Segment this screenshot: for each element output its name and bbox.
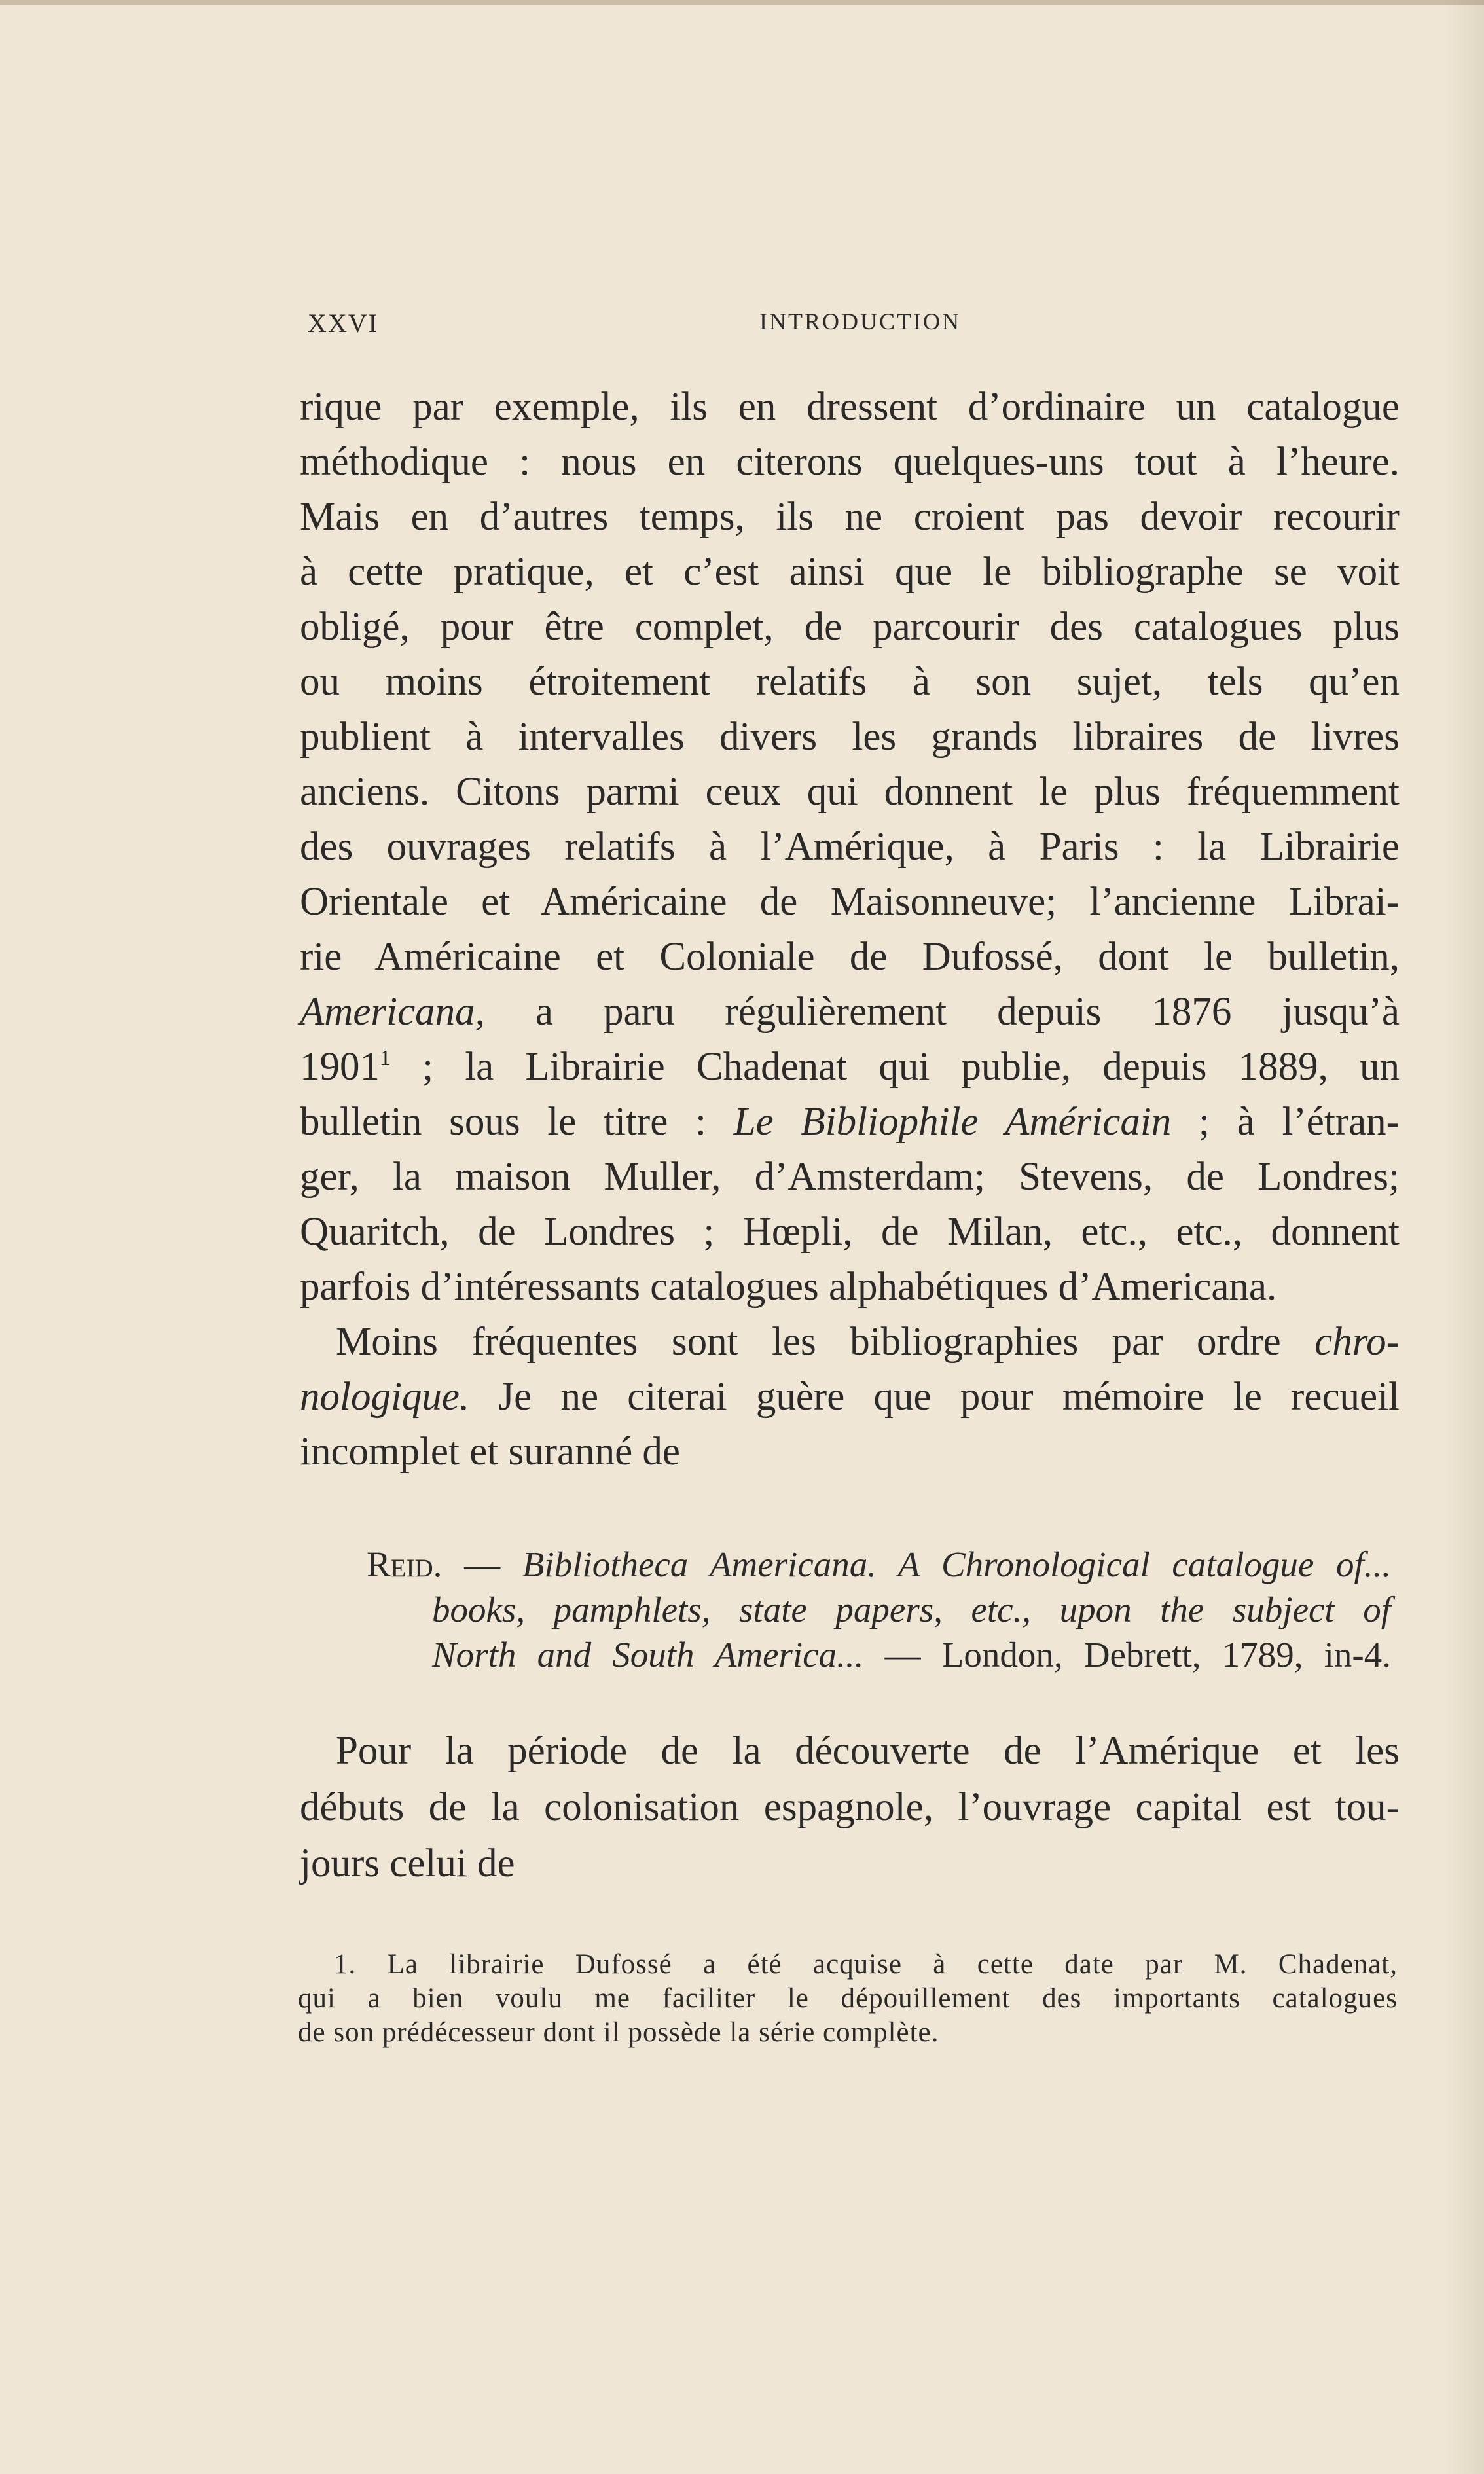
page-top-edge [0,0,1484,5]
emphasis: chro- [1314,1320,1400,1364]
text-line: à cette pratique, et c’est ainsi que le bibliographe se voit [300,550,1400,594]
page-gutter-shade [1445,0,1484,2474]
text-line [300,1315,1400,1370]
text-span: 1901 [300,1045,380,1089]
text-span: — [442,1544,522,1584]
text-line: méthodique : nous en citerons quelques-uns tout à l’heure. [300,440,1400,484]
footnote-marker: 1 [380,1046,391,1070]
text-line: publient à intervalles divers les grands libraires de livres [300,715,1400,759]
text-line: Pour la période de la découverte de l’Amérique et les [336,1729,1400,1773]
text-span: Moins fréquentes sont les bibliographies par ordre [336,1320,1315,1364]
footnote-line: de son prédécesseur dont il possède la série complète. [298,2017,939,2048]
text-span: bulletin sous le titre : [300,1100,734,1144]
text-line: des ouvrages relatifs à l’Amérique, à Paris : la Librairie [300,825,1400,869]
text-line: incomplet et suranné de [300,1430,680,1474]
footnote-line: qui a bien voulu me faciliter le dépouillement des importants catalogues [298,1983,1398,2014]
text-line: Quaritch, de Londres ; Hœpli, de Milan, etc., etc., donnent [300,1210,1400,1254]
page-number: XXVI [308,308,378,338]
text-line: obligé, pour être complet, de parcourir des catalogues plus [300,605,1400,649]
reference-title: books, pamphlets, state papers, etc., upon the subject of [432,1590,1391,1629]
main-text [300,380,1400,1480]
text-span: ; à l’étran- [1171,1100,1400,1144]
emphasis: nologique. [300,1375,470,1419]
reference-title: North and South America... [432,1635,864,1675]
reference-line [367,1632,1391,1677]
journal-title: Le Bibliophile Américain [733,1100,1172,1144]
bibliographic-reference [367,1542,1391,1677]
reference-title: Bibliotheca Americana. A Chronological catalogue of... [522,1544,1392,1584]
reference-author: Reid. [367,1544,443,1584]
footnote-line: 1. La librairie Dufossé a été acquise à cette date par M. Chadenat, [334,1949,1398,1980]
reference-line [367,1542,1391,1587]
reference-line [367,1587,1391,1632]
text-line: débuts de la colonisation espagnole, l’ouvrage capital est tou- [300,1785,1400,1829]
text-line: Mais en d’autres temps, ils ne croient pas devoir recourir [300,495,1400,539]
text-line: parfois d’intéressants catalogues alphabétiques d’Americana. [300,1265,1277,1309]
running-title: INTRODUCTION [759,308,961,335]
paragraph [300,1723,1400,1892]
text-span: a paru régulièrement depuis 1876 jusqu’à [484,990,1400,1034]
text-line: rique par exemple, ils en dressent d’ordinaire un catalogue [300,385,1400,429]
journal-title: Americana, [300,990,485,1034]
reference-imprint: — London, Debrett, 1789, in-4. [863,1635,1391,1675]
text-line [300,1040,1400,1095]
text-line: Orientale et Américaine de Maisonneuve; l’ancienne Librai- [300,880,1400,924]
text-line: ou moins étroitement relatifs à son sujet, tels qu’en [300,660,1400,704]
text-line: ger, la maison Muller, d’Amsterdam; Stevens, de Londres; [300,1155,1400,1199]
text-line [300,1095,1400,1150]
text-line: jours celui de [300,1842,515,1885]
text-span: ; la Librairie Chadenat qui publie, depuis 1889, un [391,1045,1400,1089]
text-line: anciens. Citons parmi ceux qui donnent le plus fréquemment [300,770,1400,814]
footnote [298,1948,1398,2050]
running-head [308,308,1407,347]
text-line [300,1370,1400,1425]
text-line [300,985,1400,1040]
text-span: Je ne citerai guère que pour mémoire le recueil [469,1375,1400,1419]
text-line: rie Américaine et Coloniale de Dufossé, dont le bulletin, [300,935,1400,979]
